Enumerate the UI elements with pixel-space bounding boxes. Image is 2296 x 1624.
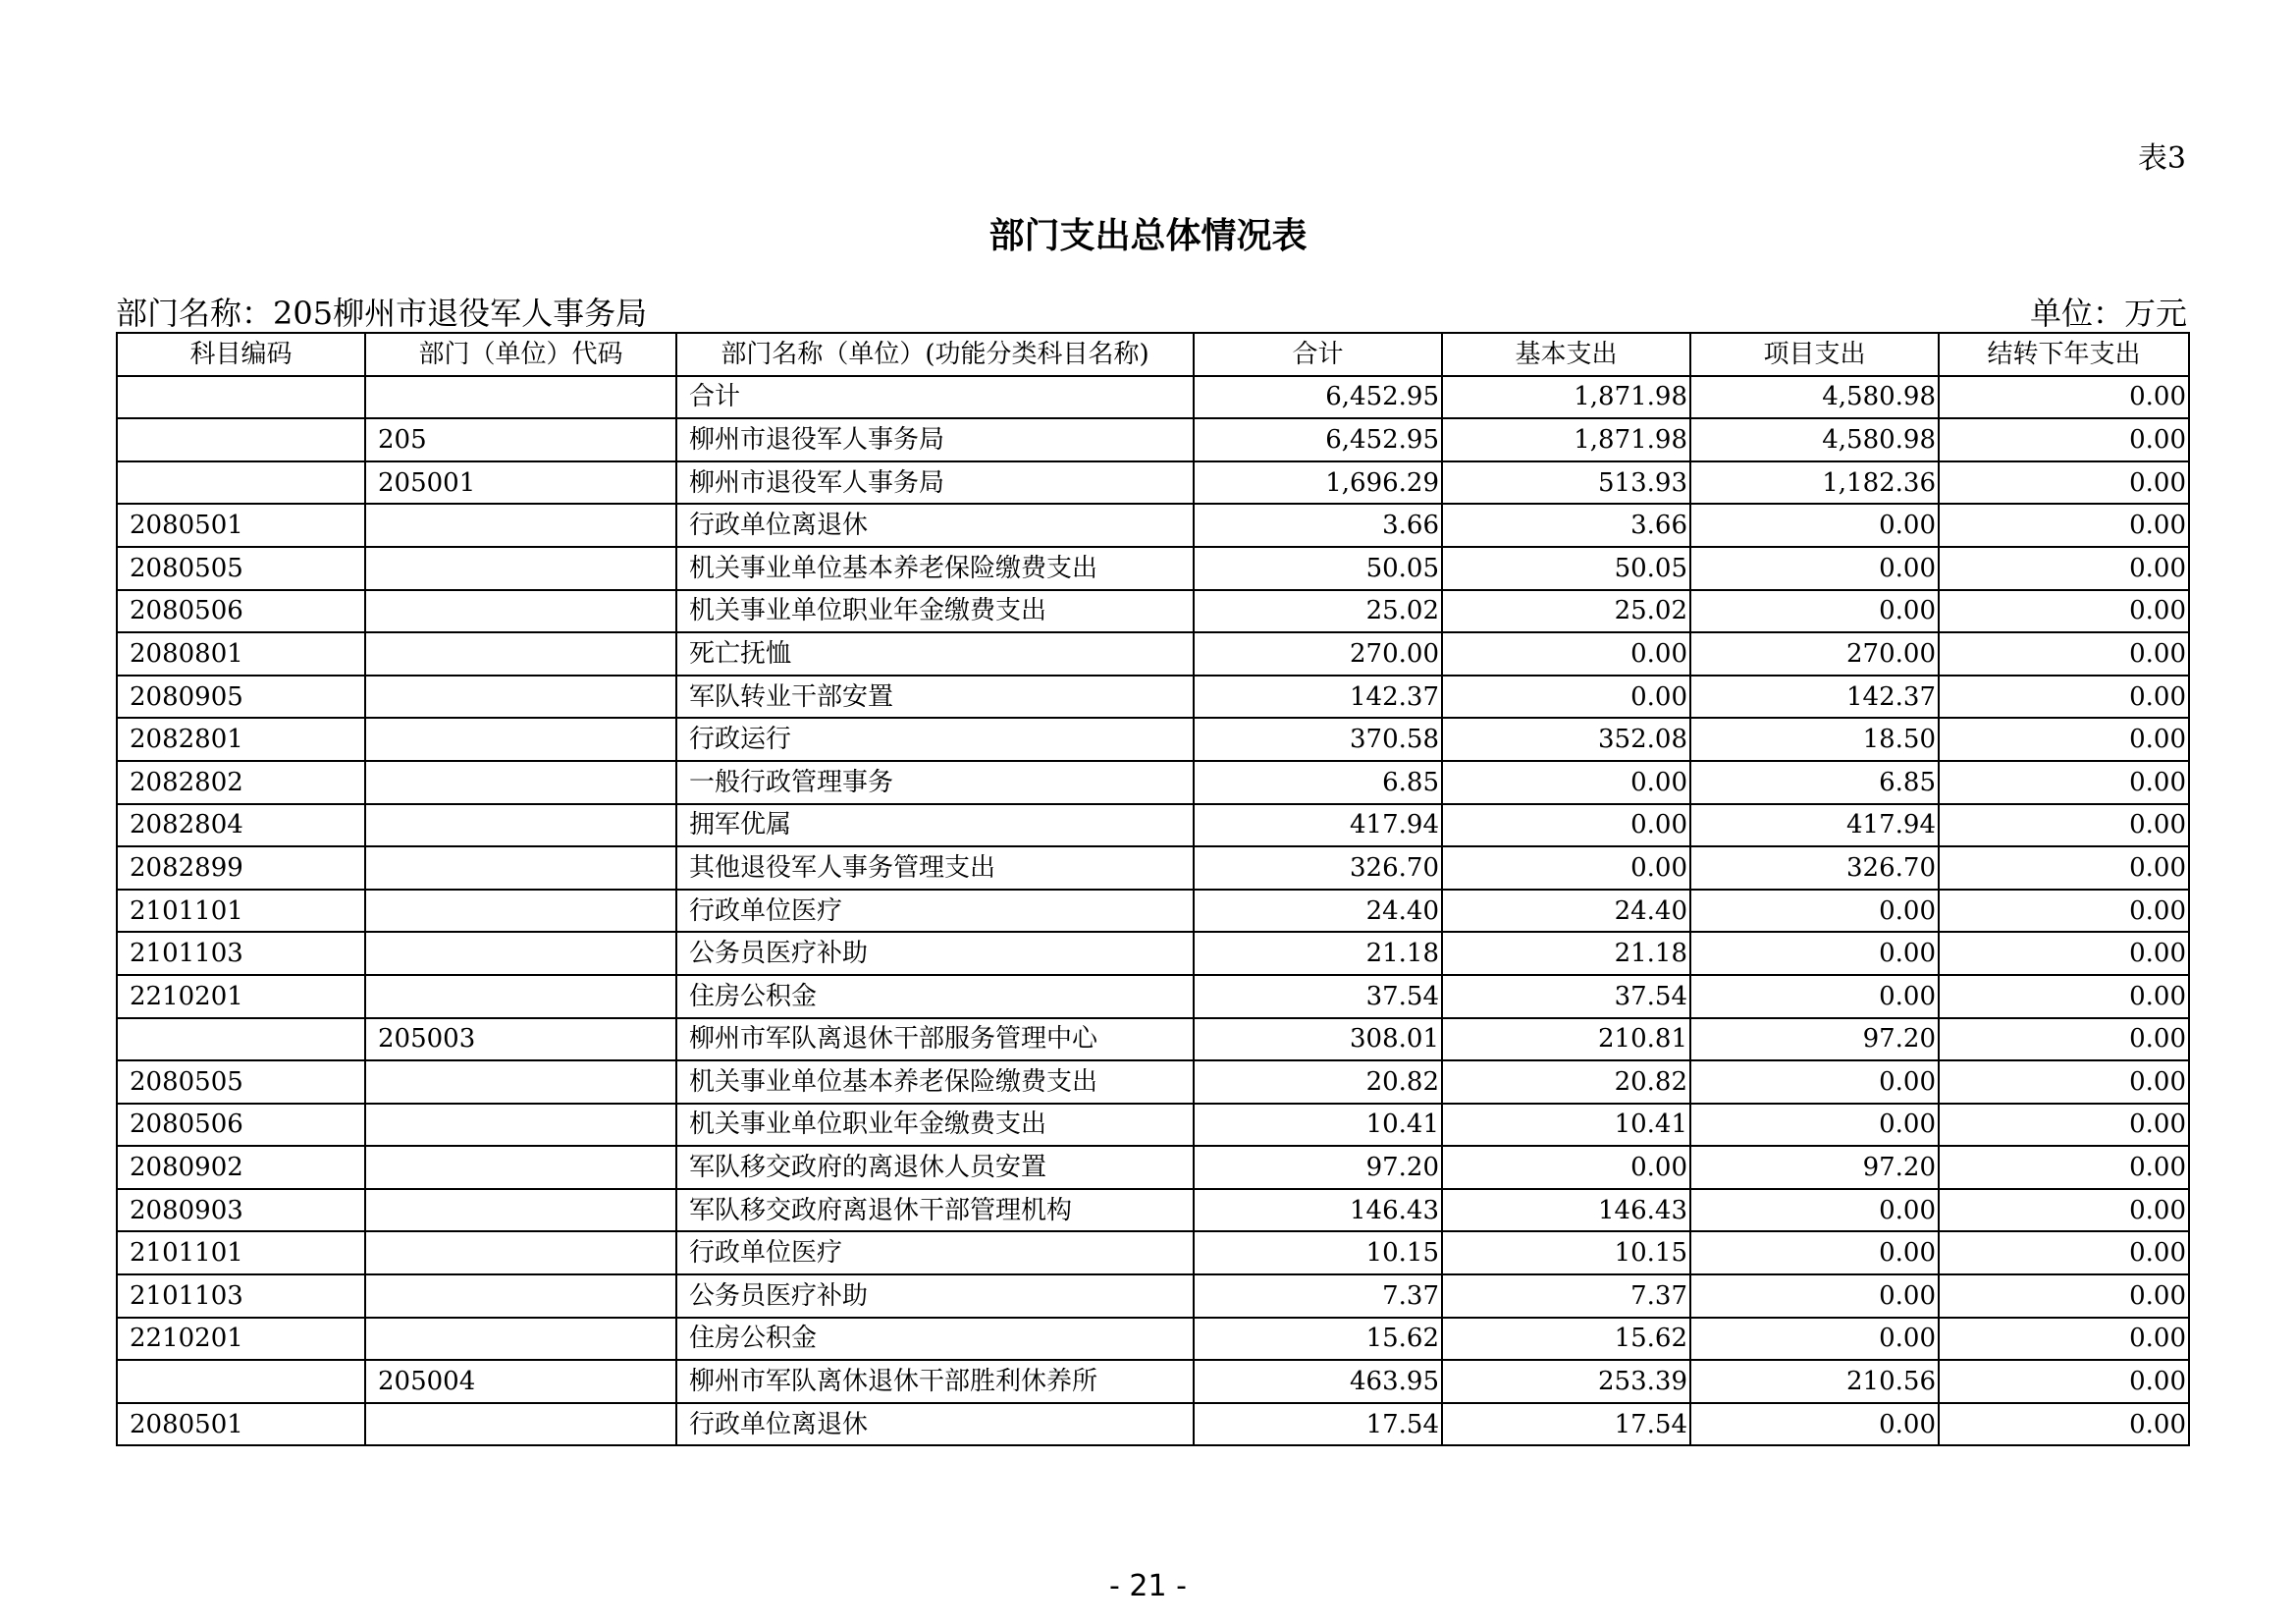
cell-name: 死亡抚恤 — [676, 632, 1194, 676]
cell-name: 公务员医疗补助 — [676, 932, 1194, 975]
cell-basic: 10.41 — [1442, 1104, 1690, 1147]
cell-dept-code — [365, 975, 676, 1018]
table-row — [117, 804, 2189, 847]
cell-code: 2080505 — [117, 1060, 365, 1104]
cell-code: 2101103 — [117, 932, 365, 975]
cell-dept-code: 205001 — [365, 461, 676, 505]
cell-carry: 0.00 — [1939, 461, 2189, 505]
cell-carry: 0.00 — [1939, 1360, 2189, 1403]
cell-total: 25.02 — [1194, 590, 1442, 633]
cell-name: 机关事业单位职业年金缴费支出 — [676, 1104, 1194, 1147]
cell-total: 10.41 — [1194, 1104, 1442, 1147]
cell-carry: 0.00 — [1939, 1018, 2189, 1061]
cell-name: 行政单位离退休 — [676, 504, 1194, 547]
cell-name: 军队移交政府的离退休人员安置 — [676, 1146, 1194, 1189]
cell-basic: 146.43 — [1442, 1189, 1690, 1232]
cell-project: 326.70 — [1690, 846, 1939, 890]
cell-dept-code — [365, 1189, 676, 1232]
cell-dept-code — [365, 676, 676, 719]
cell-carry: 0.00 — [1939, 376, 2189, 419]
cell-dept-code — [365, 1274, 676, 1318]
cell-total: 50.05 — [1194, 547, 1442, 590]
cell-carry: 0.00 — [1939, 975, 2189, 1018]
column-header-project: 项目支出 — [1690, 333, 1939, 376]
cell-basic: 0.00 — [1442, 1146, 1690, 1189]
department-label: 部门名称：205柳州市退役军人事务局 — [116, 295, 648, 332]
page-title: 部门支出总体情况表 — [988, 216, 1308, 256]
cell-total: 6,452.95 — [1194, 376, 1442, 419]
cell-basic: 0.00 — [1442, 632, 1690, 676]
cell-name: 机关事业单位职业年金缴费支出 — [676, 590, 1194, 633]
cell-project: 1,182.36 — [1690, 461, 1939, 505]
cell-name: 公务员医疗补助 — [676, 1274, 1194, 1318]
cell-name: 一般行政管理事务 — [676, 761, 1194, 804]
cell-basic: 10.15 — [1442, 1231, 1690, 1274]
cell-basic: 1,871.98 — [1442, 376, 1690, 419]
cell-total: 15.62 — [1194, 1318, 1442, 1361]
cell-project: 0.00 — [1690, 1403, 1939, 1446]
table-row — [117, 1403, 2189, 1446]
cell-code — [117, 1360, 365, 1403]
cell-code: 2101103 — [117, 1274, 365, 1318]
cell-carry: 0.00 — [1939, 632, 2189, 676]
cell-code: 2080903 — [117, 1189, 365, 1232]
cell-total: 1,696.29 — [1194, 461, 1442, 505]
cell-carry: 0.00 — [1939, 1104, 2189, 1147]
cell-project: 0.00 — [1690, 504, 1939, 547]
cell-total: 6,452.95 — [1194, 418, 1442, 461]
cell-dept-code: 205003 — [365, 1018, 676, 1061]
cell-total: 417.94 — [1194, 804, 1442, 847]
cell-code: 2080801 — [117, 632, 365, 676]
cell-name: 军队移交政府离退休干部管理机构 — [676, 1189, 1194, 1232]
table-row — [117, 632, 2189, 676]
cell-total: 370.58 — [1194, 718, 1442, 761]
cell-basic: 21.18 — [1442, 932, 1690, 975]
cell-total: 21.18 — [1194, 932, 1442, 975]
table-row — [117, 676, 2189, 719]
cell-project: 0.00 — [1690, 975, 1939, 1018]
cell-dept-code — [365, 890, 676, 933]
cell-carry: 0.00 — [1939, 1146, 2189, 1189]
cell-project: 6.85 — [1690, 761, 1939, 804]
cell-project: 0.00 — [1690, 1060, 1939, 1104]
table-row — [117, 718, 2189, 761]
cell-code — [117, 1018, 365, 1061]
cell-project: 210.56 — [1690, 1360, 1939, 1403]
table-row — [117, 846, 2189, 890]
cell-code: 2082804 — [117, 804, 365, 847]
cell-name: 机关事业单位基本养老保险缴费支出 — [676, 1060, 1194, 1104]
cell-project: 417.94 — [1690, 804, 1939, 847]
table-row — [117, 1360, 2189, 1403]
table-row — [117, 1231, 2189, 1274]
cell-code: 2101101 — [117, 1231, 365, 1274]
cell-name: 住房公积金 — [676, 975, 1194, 1018]
cell-basic: 7.37 — [1442, 1274, 1690, 1318]
cell-dept-code — [365, 1060, 676, 1104]
cell-basic: 3.66 — [1442, 504, 1690, 547]
cell-project: 0.00 — [1690, 590, 1939, 633]
column-header-carry: 结转下年支出 — [1939, 333, 2189, 376]
unit-label: 单位：万元 — [2029, 295, 2187, 332]
cell-dept-code — [365, 932, 676, 975]
page-number: - 21 - — [1109, 1569, 1187, 1603]
cell-project: 97.20 — [1690, 1146, 1939, 1189]
cell-dept-code — [365, 590, 676, 633]
cell-name: 柳州市军队离休退休干部胜利休养所 — [676, 1360, 1194, 1403]
cell-project: 0.00 — [1690, 1274, 1939, 1318]
cell-name: 拥军优属 — [676, 804, 1194, 847]
cell-basic: 24.40 — [1442, 890, 1690, 933]
cell-carry: 0.00 — [1939, 418, 2189, 461]
cell-dept-code — [365, 547, 676, 590]
cell-total: 142.37 — [1194, 676, 1442, 719]
column-header-code: 科目编码 — [117, 333, 365, 376]
cell-carry: 0.00 — [1939, 932, 2189, 975]
cell-code: 2101101 — [117, 890, 365, 933]
cell-project: 0.00 — [1690, 890, 1939, 933]
column-header-basic: 基本支出 — [1442, 333, 1690, 376]
cell-project: 4,580.98 — [1690, 418, 1939, 461]
column-header-total: 合计 — [1194, 333, 1442, 376]
cell-carry: 0.00 — [1939, 1060, 2189, 1104]
cell-dept-code — [365, 1146, 676, 1189]
column-header-name: 部门名称（单位）(功能分类科目名称) — [676, 333, 1194, 376]
cell-total: 6.85 — [1194, 761, 1442, 804]
cell-carry: 0.00 — [1939, 804, 2189, 847]
table-row — [117, 418, 2189, 461]
cell-project: 0.00 — [1690, 1231, 1939, 1274]
cell-project: 142.37 — [1690, 676, 1939, 719]
cell-name: 柳州市退役军人事务局 — [676, 461, 1194, 505]
cell-basic: 0.00 — [1442, 676, 1690, 719]
table-row — [117, 461, 2189, 505]
cell-dept-code — [365, 1104, 676, 1147]
column-header-dept-code: 部门（单位）代码 — [365, 333, 676, 376]
cell-basic: 0.00 — [1442, 804, 1690, 847]
cell-basic: 352.08 — [1442, 718, 1690, 761]
cell-carry: 0.00 — [1939, 761, 2189, 804]
cell-carry: 0.00 — [1939, 1274, 2189, 1318]
cell-total: 37.54 — [1194, 975, 1442, 1018]
cell-basic: 513.93 — [1442, 461, 1690, 505]
cell-total: 308.01 — [1194, 1018, 1442, 1061]
cell-project: 18.50 — [1690, 718, 1939, 761]
cell-carry: 0.00 — [1939, 1403, 2189, 1446]
cell-name: 行政运行 — [676, 718, 1194, 761]
table-row — [117, 1189, 2189, 1232]
cell-carry: 0.00 — [1939, 846, 2189, 890]
cell-dept-code — [365, 1231, 676, 1274]
cell-name: 行政单位医疗 — [676, 890, 1194, 933]
cell-basic: 15.62 — [1442, 1318, 1690, 1361]
table-row — [117, 975, 2189, 1018]
cell-total: 20.82 — [1194, 1060, 1442, 1104]
cell-name: 行政单位医疗 — [676, 1231, 1194, 1274]
cell-code — [117, 461, 365, 505]
table-row — [117, 1146, 2189, 1189]
cell-dept-code — [365, 504, 676, 547]
cell-dept-code: 205 — [365, 418, 676, 461]
cell-code: 2082802 — [117, 761, 365, 804]
cell-basic: 0.00 — [1442, 761, 1690, 804]
cell-total: 7.37 — [1194, 1274, 1442, 1318]
cell-code — [117, 376, 365, 419]
cell-total: 326.70 — [1194, 846, 1442, 890]
table-header-row — [117, 333, 2189, 376]
cell-name: 柳州市退役军人事务局 — [676, 418, 1194, 461]
cell-dept-code — [365, 761, 676, 804]
cell-carry: 0.00 — [1939, 1318, 2189, 1361]
cell-project: 4,580.98 — [1690, 376, 1939, 419]
cell-total: 463.95 — [1194, 1360, 1442, 1403]
cell-total: 270.00 — [1194, 632, 1442, 676]
meta-row — [116, 289, 2187, 334]
cell-carry: 0.00 — [1939, 890, 2189, 933]
cell-basic: 17.54 — [1442, 1403, 1690, 1446]
cell-dept-code — [365, 632, 676, 676]
cell-dept-code — [365, 804, 676, 847]
cell-dept-code — [365, 376, 676, 419]
table-row — [117, 890, 2189, 933]
cell-dept-code — [365, 1403, 676, 1446]
cell-total: 24.40 — [1194, 890, 1442, 933]
table-row — [117, 504, 2189, 547]
cell-code: 2210201 — [117, 975, 365, 1018]
cell-total: 17.54 — [1194, 1403, 1442, 1446]
cell-project: 0.00 — [1690, 1318, 1939, 1361]
cell-project: 97.20 — [1690, 1018, 1939, 1061]
cell-name: 合计 — [676, 376, 1194, 419]
cell-name: 其他退役军人事务管理支出 — [676, 846, 1194, 890]
table-row — [117, 761, 2189, 804]
cell-total: 146.43 — [1194, 1189, 1442, 1232]
cell-code: 2080905 — [117, 676, 365, 719]
cell-project: 0.00 — [1690, 932, 1939, 975]
cell-carry: 0.00 — [1939, 547, 2189, 590]
expense-table — [116, 332, 2190, 1446]
table-row — [117, 1018, 2189, 1061]
cell-project: 0.00 — [1690, 1189, 1939, 1232]
cell-project: 270.00 — [1690, 632, 1939, 676]
cell-name: 住房公积金 — [676, 1318, 1194, 1361]
cell-basic: 50.05 — [1442, 547, 1690, 590]
cell-dept-code — [365, 1318, 676, 1361]
cell-code: 2082801 — [117, 718, 365, 761]
table-row — [117, 932, 2189, 975]
cell-code: 2210201 — [117, 1318, 365, 1361]
cell-code: 2080501 — [117, 504, 365, 547]
cell-basic: 0.00 — [1442, 846, 1690, 890]
cell-carry: 0.00 — [1939, 1189, 2189, 1232]
cell-total: 97.20 — [1194, 1146, 1442, 1189]
cell-basic: 37.54 — [1442, 975, 1690, 1018]
cell-code: 2080505 — [117, 547, 365, 590]
cell-code: 2082899 — [117, 846, 365, 890]
table-row — [117, 1274, 2189, 1318]
cell-name: 机关事业单位基本养老保险缴费支出 — [676, 547, 1194, 590]
cell-total: 3.66 — [1194, 504, 1442, 547]
cell-dept-code — [365, 718, 676, 761]
cell-carry: 0.00 — [1939, 676, 2189, 719]
cell-name: 行政单位离退休 — [676, 1403, 1194, 1446]
cell-basic: 20.82 — [1442, 1060, 1690, 1104]
table-row — [117, 547, 2189, 590]
cell-carry: 0.00 — [1939, 504, 2189, 547]
cell-code: 2080506 — [117, 590, 365, 633]
cell-basic: 25.02 — [1442, 590, 1690, 633]
cell-code — [117, 418, 365, 461]
cell-project: 0.00 — [1690, 1104, 1939, 1147]
cell-code: 2080506 — [117, 1104, 365, 1147]
cell-dept-code — [365, 846, 676, 890]
cell-basic: 253.39 — [1442, 1360, 1690, 1403]
cell-basic: 210.81 — [1442, 1018, 1690, 1061]
table-row — [117, 1060, 2189, 1104]
cell-carry: 0.00 — [1939, 590, 2189, 633]
table-row — [117, 1318, 2189, 1361]
cell-name: 军队转业干部安置 — [676, 676, 1194, 719]
cell-code: 2080501 — [117, 1403, 365, 1446]
cell-carry: 0.00 — [1939, 1231, 2189, 1274]
cell-total: 10.15 — [1194, 1231, 1442, 1274]
table-number: 表3 — [2137, 141, 2186, 176]
cell-name: 柳州市军队离退休干部服务管理中心 — [676, 1018, 1194, 1061]
cell-dept-code: 205004 — [365, 1360, 676, 1403]
cell-carry: 0.00 — [1939, 718, 2189, 761]
cell-project: 0.00 — [1690, 547, 1939, 590]
table-row — [117, 1104, 2189, 1147]
cell-code: 2080902 — [117, 1146, 365, 1189]
table-row — [117, 590, 2189, 633]
table-row — [117, 376, 2189, 419]
cell-basic: 1,871.98 — [1442, 418, 1690, 461]
